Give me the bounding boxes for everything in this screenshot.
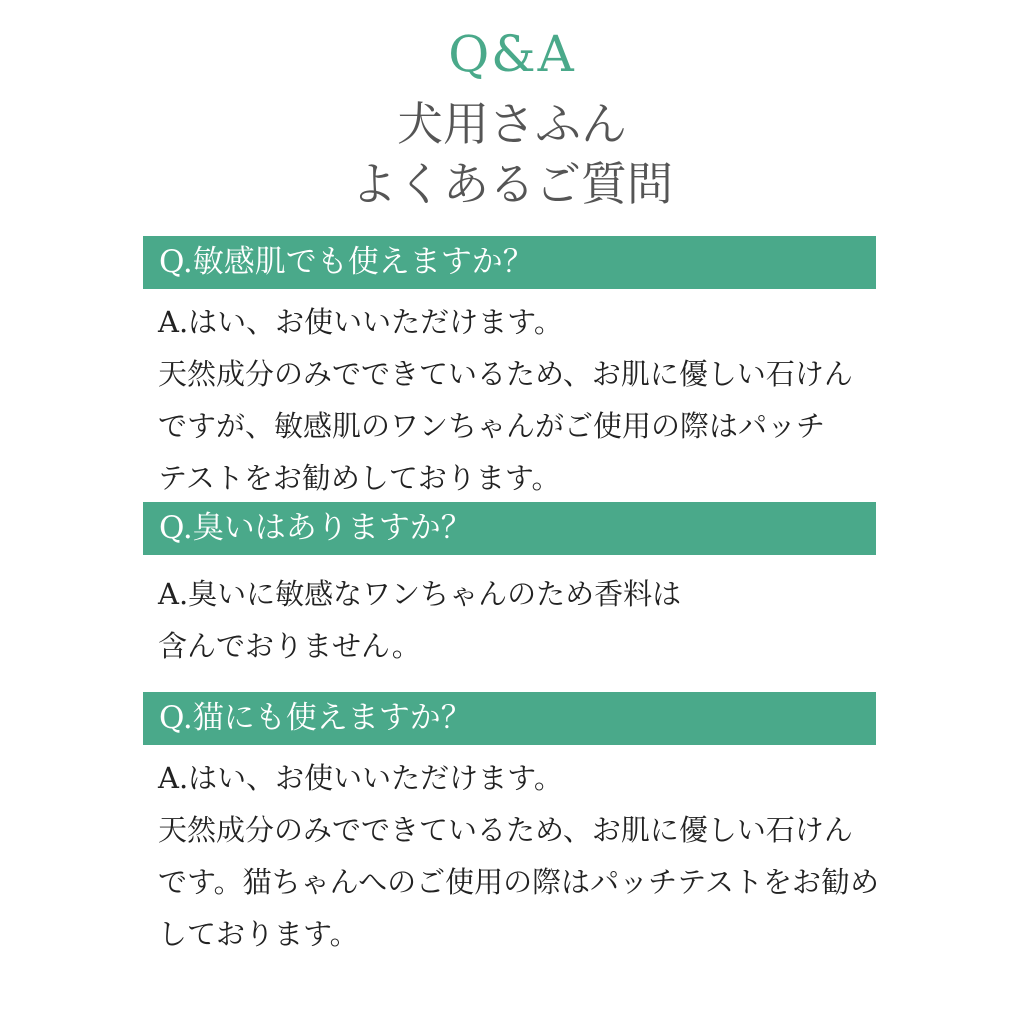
- answer-line: A.はい、お使いいただけます。: [158, 305, 563, 339]
- faq-question-cats: Q.猫にも使えますか？: [143, 692, 876, 745]
- answer-line: です。猫ちゃんへのご使用の際はパッチテストをお勧め: [158, 865, 879, 899]
- answer-line: 天然成分のみでできているため、お肌に優しい石けん: [158, 813, 853, 847]
- page-title-line1: 犬用さふん: [397, 97, 627, 151]
- answer-line: ですが、敏感肌のワンちゃんがご使用の際はパッチ: [158, 409, 826, 443]
- faq-question-odor: Q.臭いはありますか？: [143, 502, 876, 555]
- faq-answer-sensitive-skin: [158, 296, 898, 504]
- answer-line: A.はい、お使いいただけます。: [158, 761, 563, 795]
- faq-question-sensitive-skin: Q.敏感肌でも使えますか？: [143, 236, 876, 289]
- answer-line: テストをお勧めしております。: [158, 461, 561, 495]
- answer-line: A.臭いに敏感なワンちゃんのため香料は: [158, 577, 682, 611]
- answer-line: しております。: [158, 917, 359, 951]
- page-title-line2: よくあるご質問: [351, 157, 673, 211]
- answer-line: 天然成分のみでできているため、お肌に優しい石けん: [158, 357, 853, 391]
- faq-answer-cats: [158, 752, 898, 960]
- answer-line: 含んでおりません。: [158, 629, 421, 663]
- faq-answer-odor: [158, 568, 898, 672]
- qa-label: Q&A: [448, 25, 576, 83]
